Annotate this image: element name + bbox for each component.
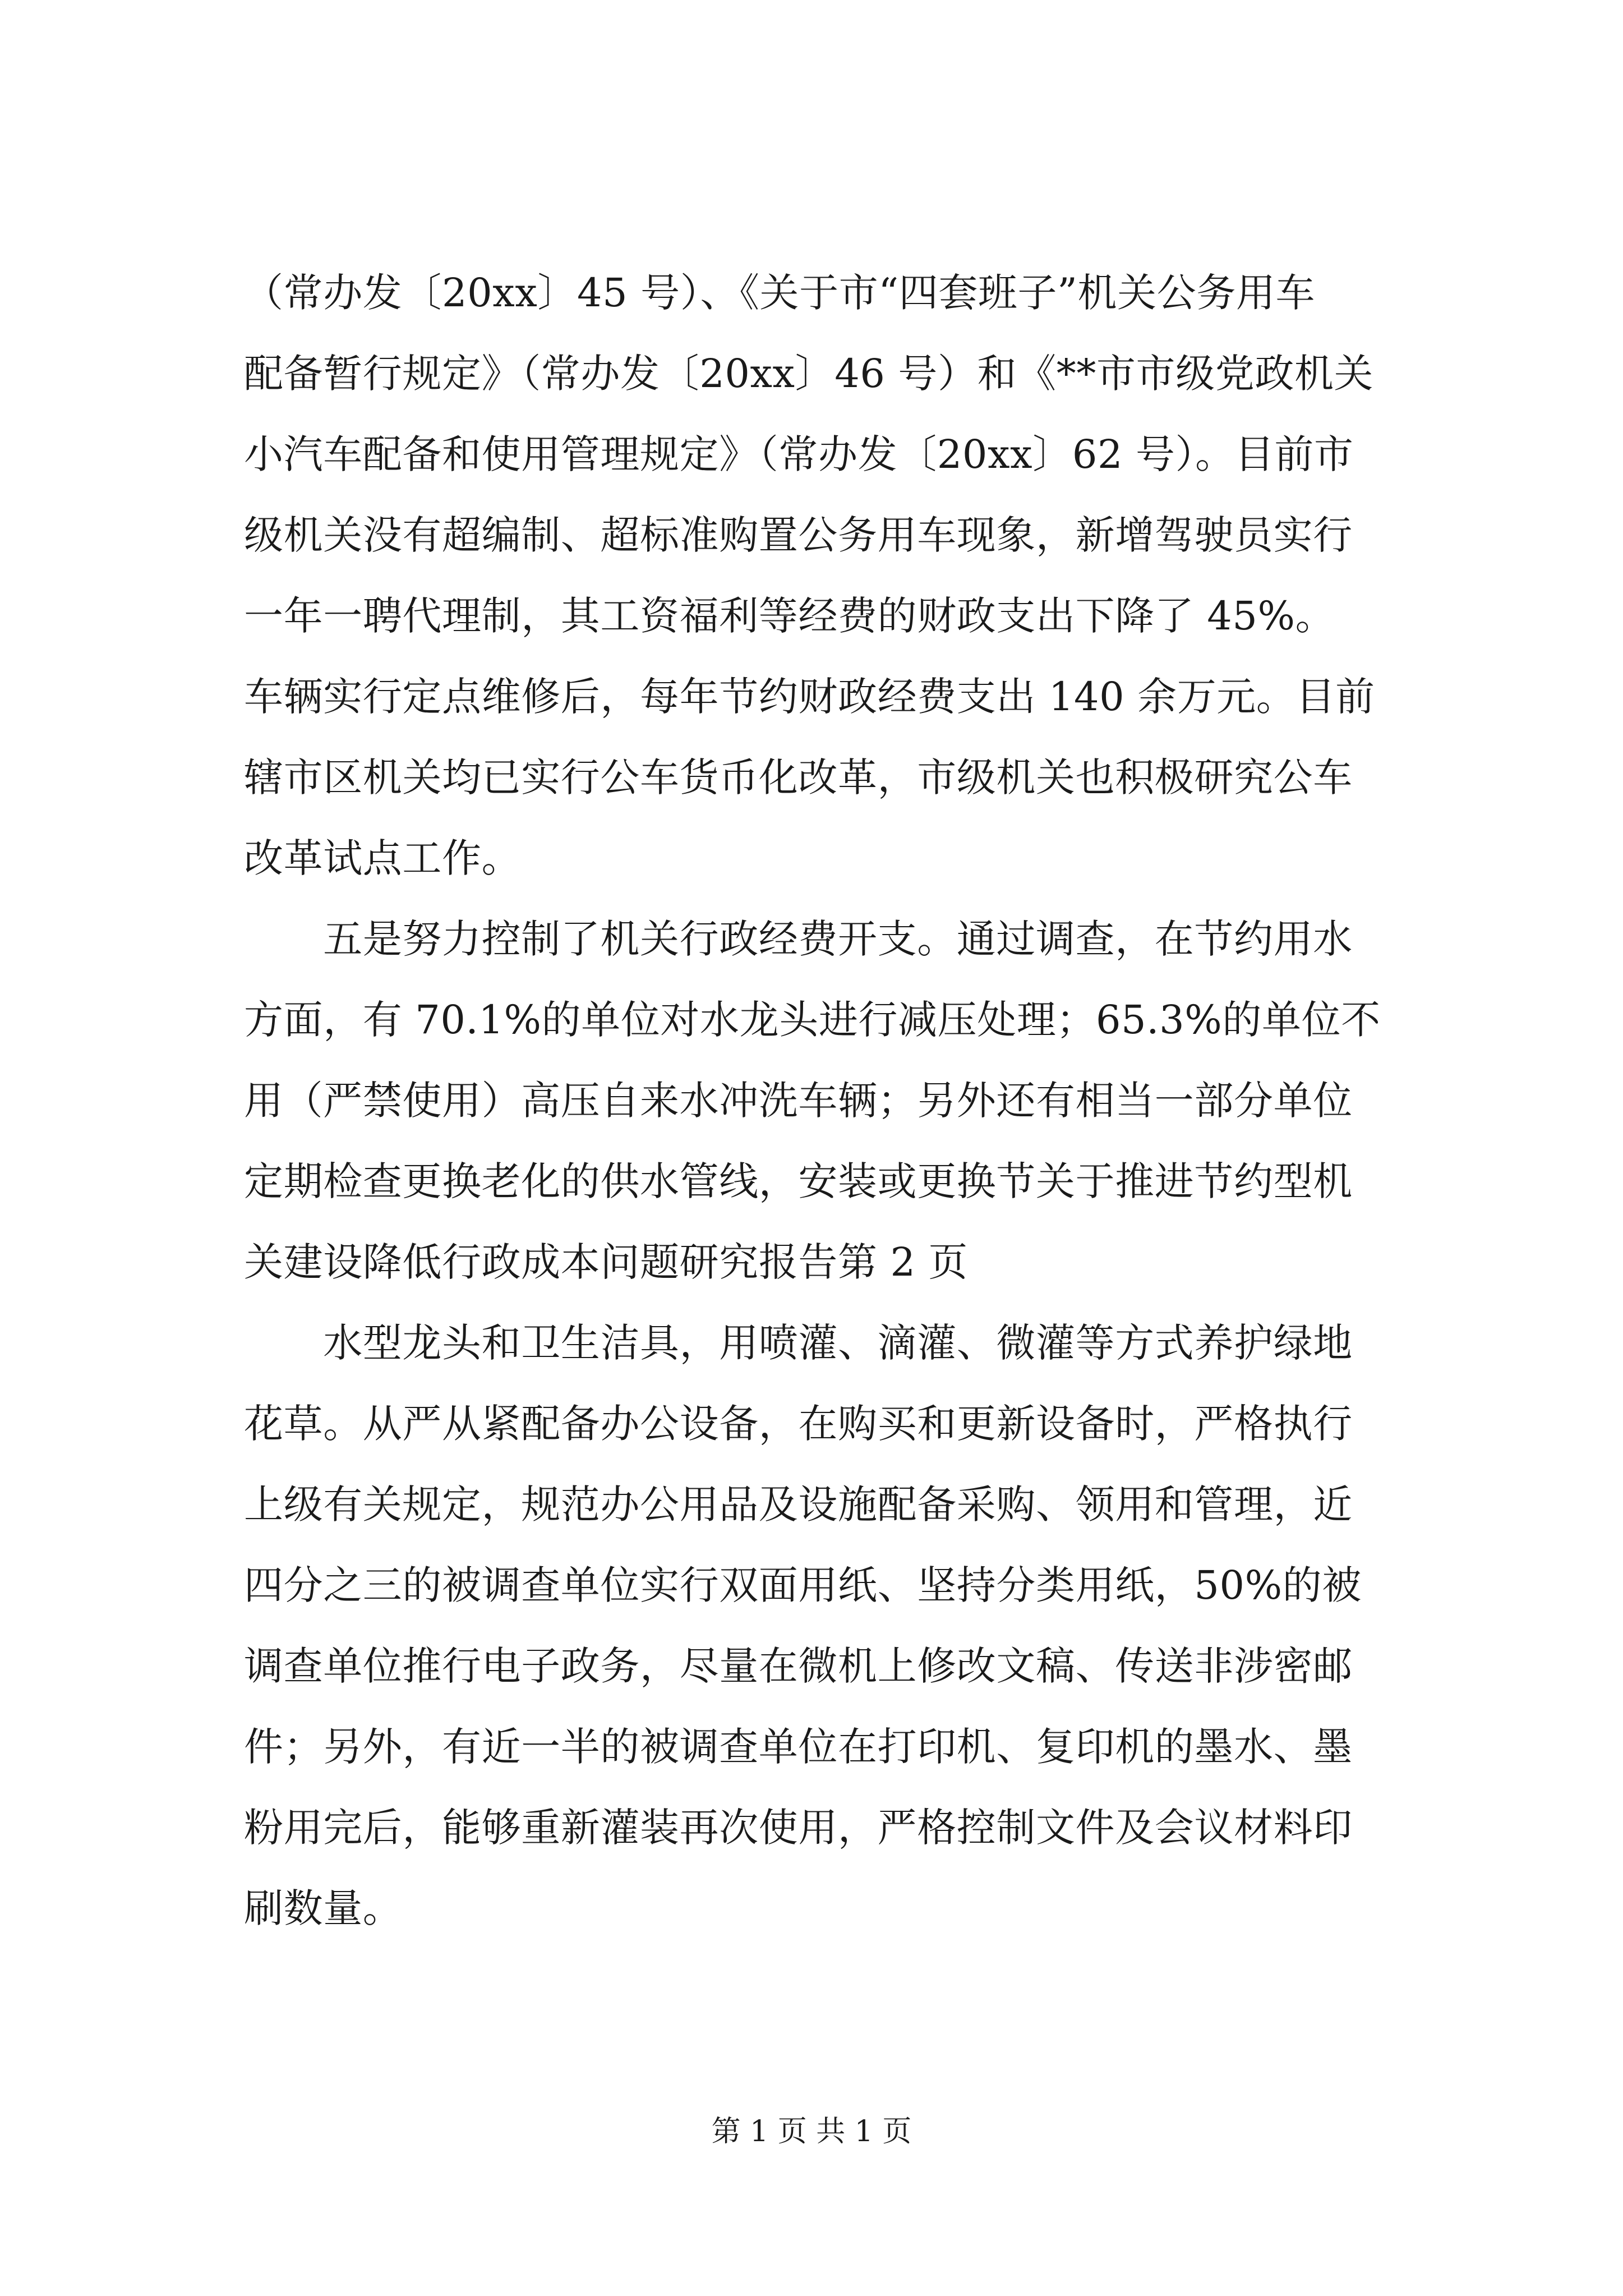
body-line-4: 级机关没有超编制、超标准购置公务用车现象，新增驾驶员实行 [244, 512, 1353, 558]
body-line-17: 四分之三的被调查单位实行双面用纸、坚持分类用纸，50%的被 [244, 1562, 1362, 1608]
body-line-13: 关建设降低行政成本问题研究报告第 2 页 [244, 1239, 969, 1285]
body-line-12: 定期检查更换老化的供水管线，安装或更换节关于推进节约型机 [244, 1158, 1353, 1204]
body-line-18: 调查单位推行电子政务，尽量在微机上修改文稿、传送非涉密邮 [244, 1643, 1353, 1689]
body-line-16: 上级有关规定，规范办公用品及设施配备采购、领用和管理，近 [244, 1481, 1353, 1527]
body-line-11: 用（严禁使用）高压自来水冲洗车辆；另外还有相当一部分单位 [244, 1078, 1353, 1124]
body-line-8: 改革试点工作。 [244, 835, 522, 881]
body-line-2: 配备暂行规定》（常办发〔20xx〕46 号）和《**市市级党政机关 [244, 351, 1374, 397]
body-line-6: 车辆实行定点维修后，每年节约财政经费支出 140 余万元。目前 [244, 674, 1375, 720]
document-body [244, 252, 1416, 1949]
body-line-9: 五是努力控制了机关行政经费开支。通过调查，在节约用水 [244, 916, 1353, 962]
body-line-14: 水型龙头和卫生洁具，用喷灌、滴灌、微灌等方式养护绿地 [244, 1320, 1353, 1366]
body-line-21: 刷数量。 [244, 1885, 403, 1931]
body-line-1: （常办发〔20xx〕45 号）、《关于市“四套班子”机关公务用车 [244, 270, 1316, 316]
page-footer: 第 1 页 共 1 页 [711, 2115, 912, 2148]
body-line-20: 粉用完后，能够重新灌装再次使用，严格控制文件及会议材料印 [244, 1805, 1353, 1851]
body-line-7: 辖市区机关均已实行公车货币化改革，市级机关也积极研究公车 [244, 754, 1353, 800]
body-line-5: 一年一聘代理制，其工资福利等经费的财政支出下降了 45%。 [244, 593, 1335, 639]
body-line-15: 花草。从严从紧配备办公设备，在购买和更新设备时，严格执行 [244, 1401, 1353, 1447]
body-line-19: 件；另外，有近一半的被调查单位在打印机、复印机的墨水、墨 [244, 1724, 1353, 1770]
body-line-10: 方面，有 70.1%的单位对水龙头进行减压处理；65.3%的单位不 [244, 997, 1381, 1043]
body-line-3: 小汽车配备和使用管理规定》（常办发〔20xx〕62 号）。目前市 [244, 431, 1354, 477]
